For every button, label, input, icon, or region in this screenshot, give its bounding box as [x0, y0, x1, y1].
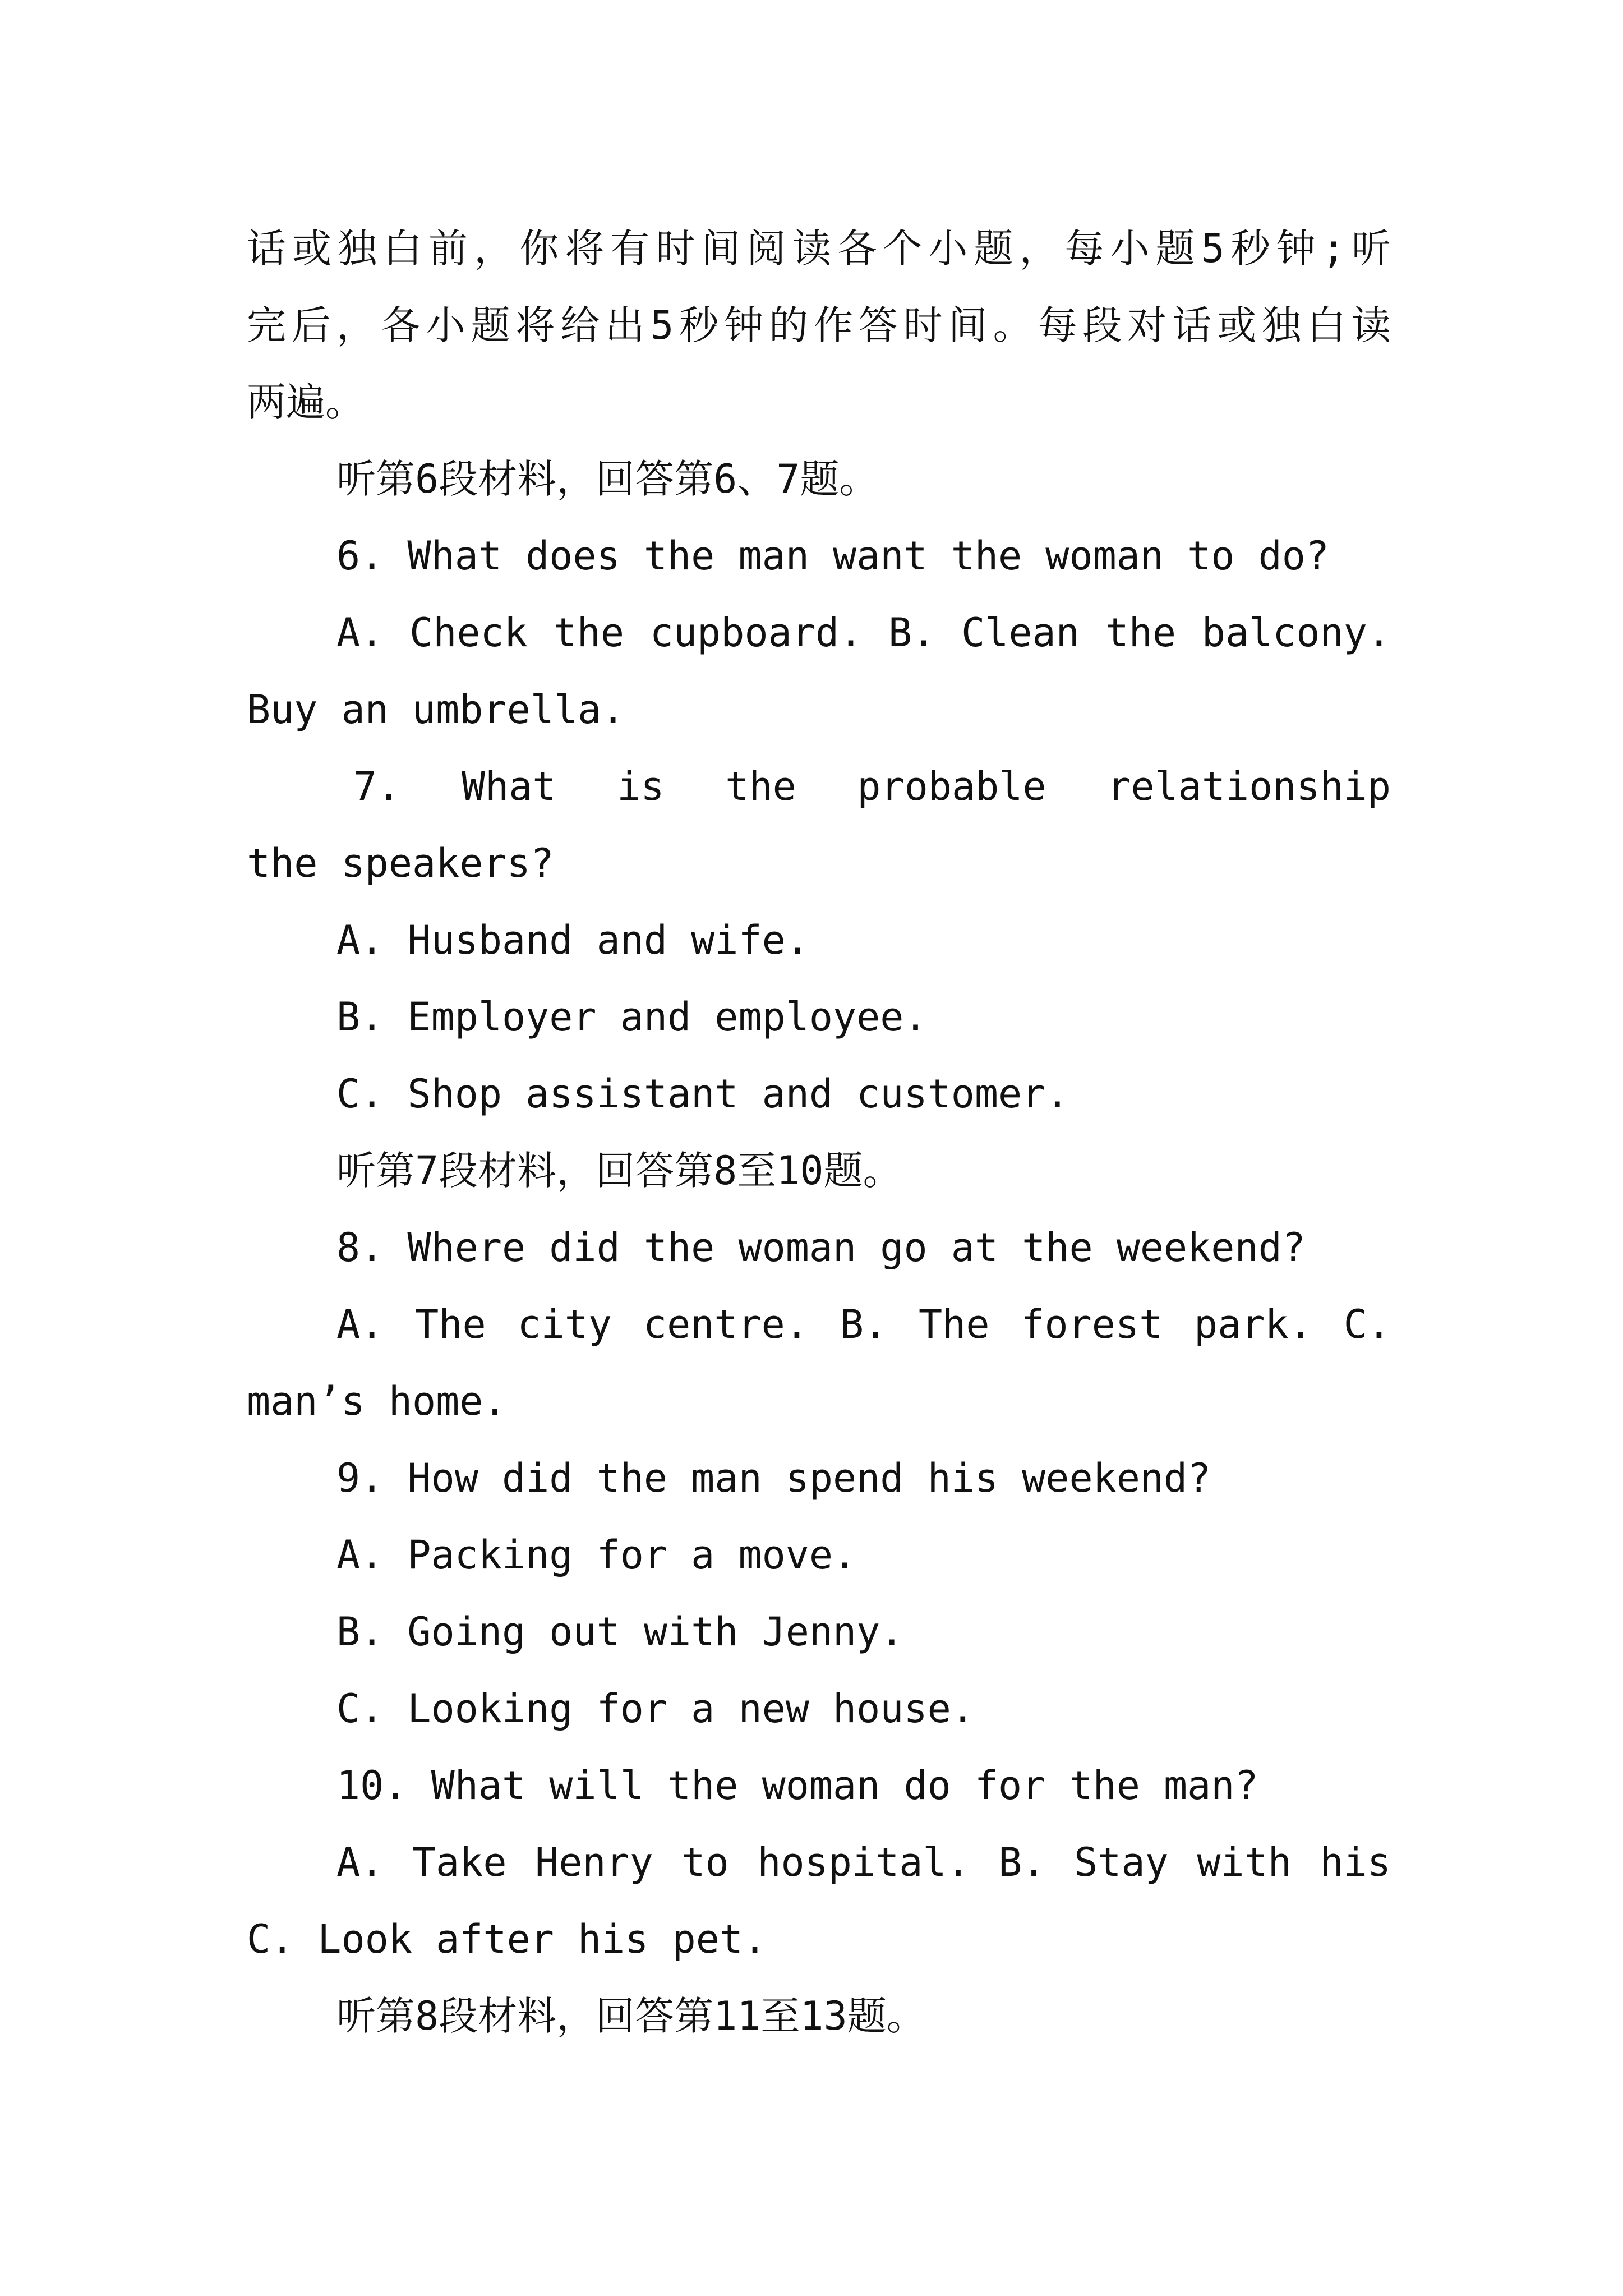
question-9: 9. How did the man spend his weekend? [336, 1455, 1211, 1501]
question-8-options-line-1: A. The city centre. B. The forest park. C. [336, 1301, 1391, 1347]
section-8-heading: 听第8段材料，回答第11至13题。 [336, 1993, 926, 2039]
question-7-line-1: 7. What is the probable relationship [353, 763, 1391, 809]
question-6-options-line-2: Buy an umbrella. [247, 687, 625, 733]
question-7-option-c: C. Shop assistant and customer. [336, 1071, 1069, 1117]
question-7-option-b: B. Employer and employee. [336, 994, 928, 1040]
question-9-option-a: A. Packing for a move. [336, 1532, 857, 1578]
intro-line-1: 话或独白前，你将有时间阅读各个小题，每小题5秒钟;听 [247, 226, 1391, 272]
question-9-option-b: B. Going out with Jenny. [336, 1609, 904, 1655]
question-7-option-a: A. Husband and wife. [336, 917, 809, 963]
exam-text [247, 210, 1391, 2055]
question-7-line-2: the speakers? [247, 840, 554, 886]
question-8: 8. Where did the woman go at the weekend? [336, 1225, 1306, 1271]
section-7-heading: 听第7段材料，回答第8至10题。 [336, 1148, 902, 1194]
intro-line-3: 两遍。 [247, 379, 365, 425]
section-6-heading: 听第6段材料，回答第6、7题。 [336, 456, 879, 502]
question-6: 6. What does the man want the woman to do? [336, 533, 1330, 579]
intro-line-2: 完后，各小题将给出5秒钟的作答时间。每段对话或独白读 [247, 302, 1391, 348]
question-10: 10. What will the woman do for the man? [336, 1763, 1258, 1809]
question-8-options-line-2: man’s home. [247, 1378, 507, 1424]
question-10-options-line-2: C. Look after his pet. [247, 1916, 767, 1962]
question-9-option-c: C. Looking for a new house. [336, 1686, 975, 1732]
question-10-options-line-1: A. Take Henry to hospital. B. Stay with his [336, 1839, 1391, 1885]
question-6-options-line-1: A. Check the cupboard. B. Clean the balcony. [336, 610, 1391, 656]
